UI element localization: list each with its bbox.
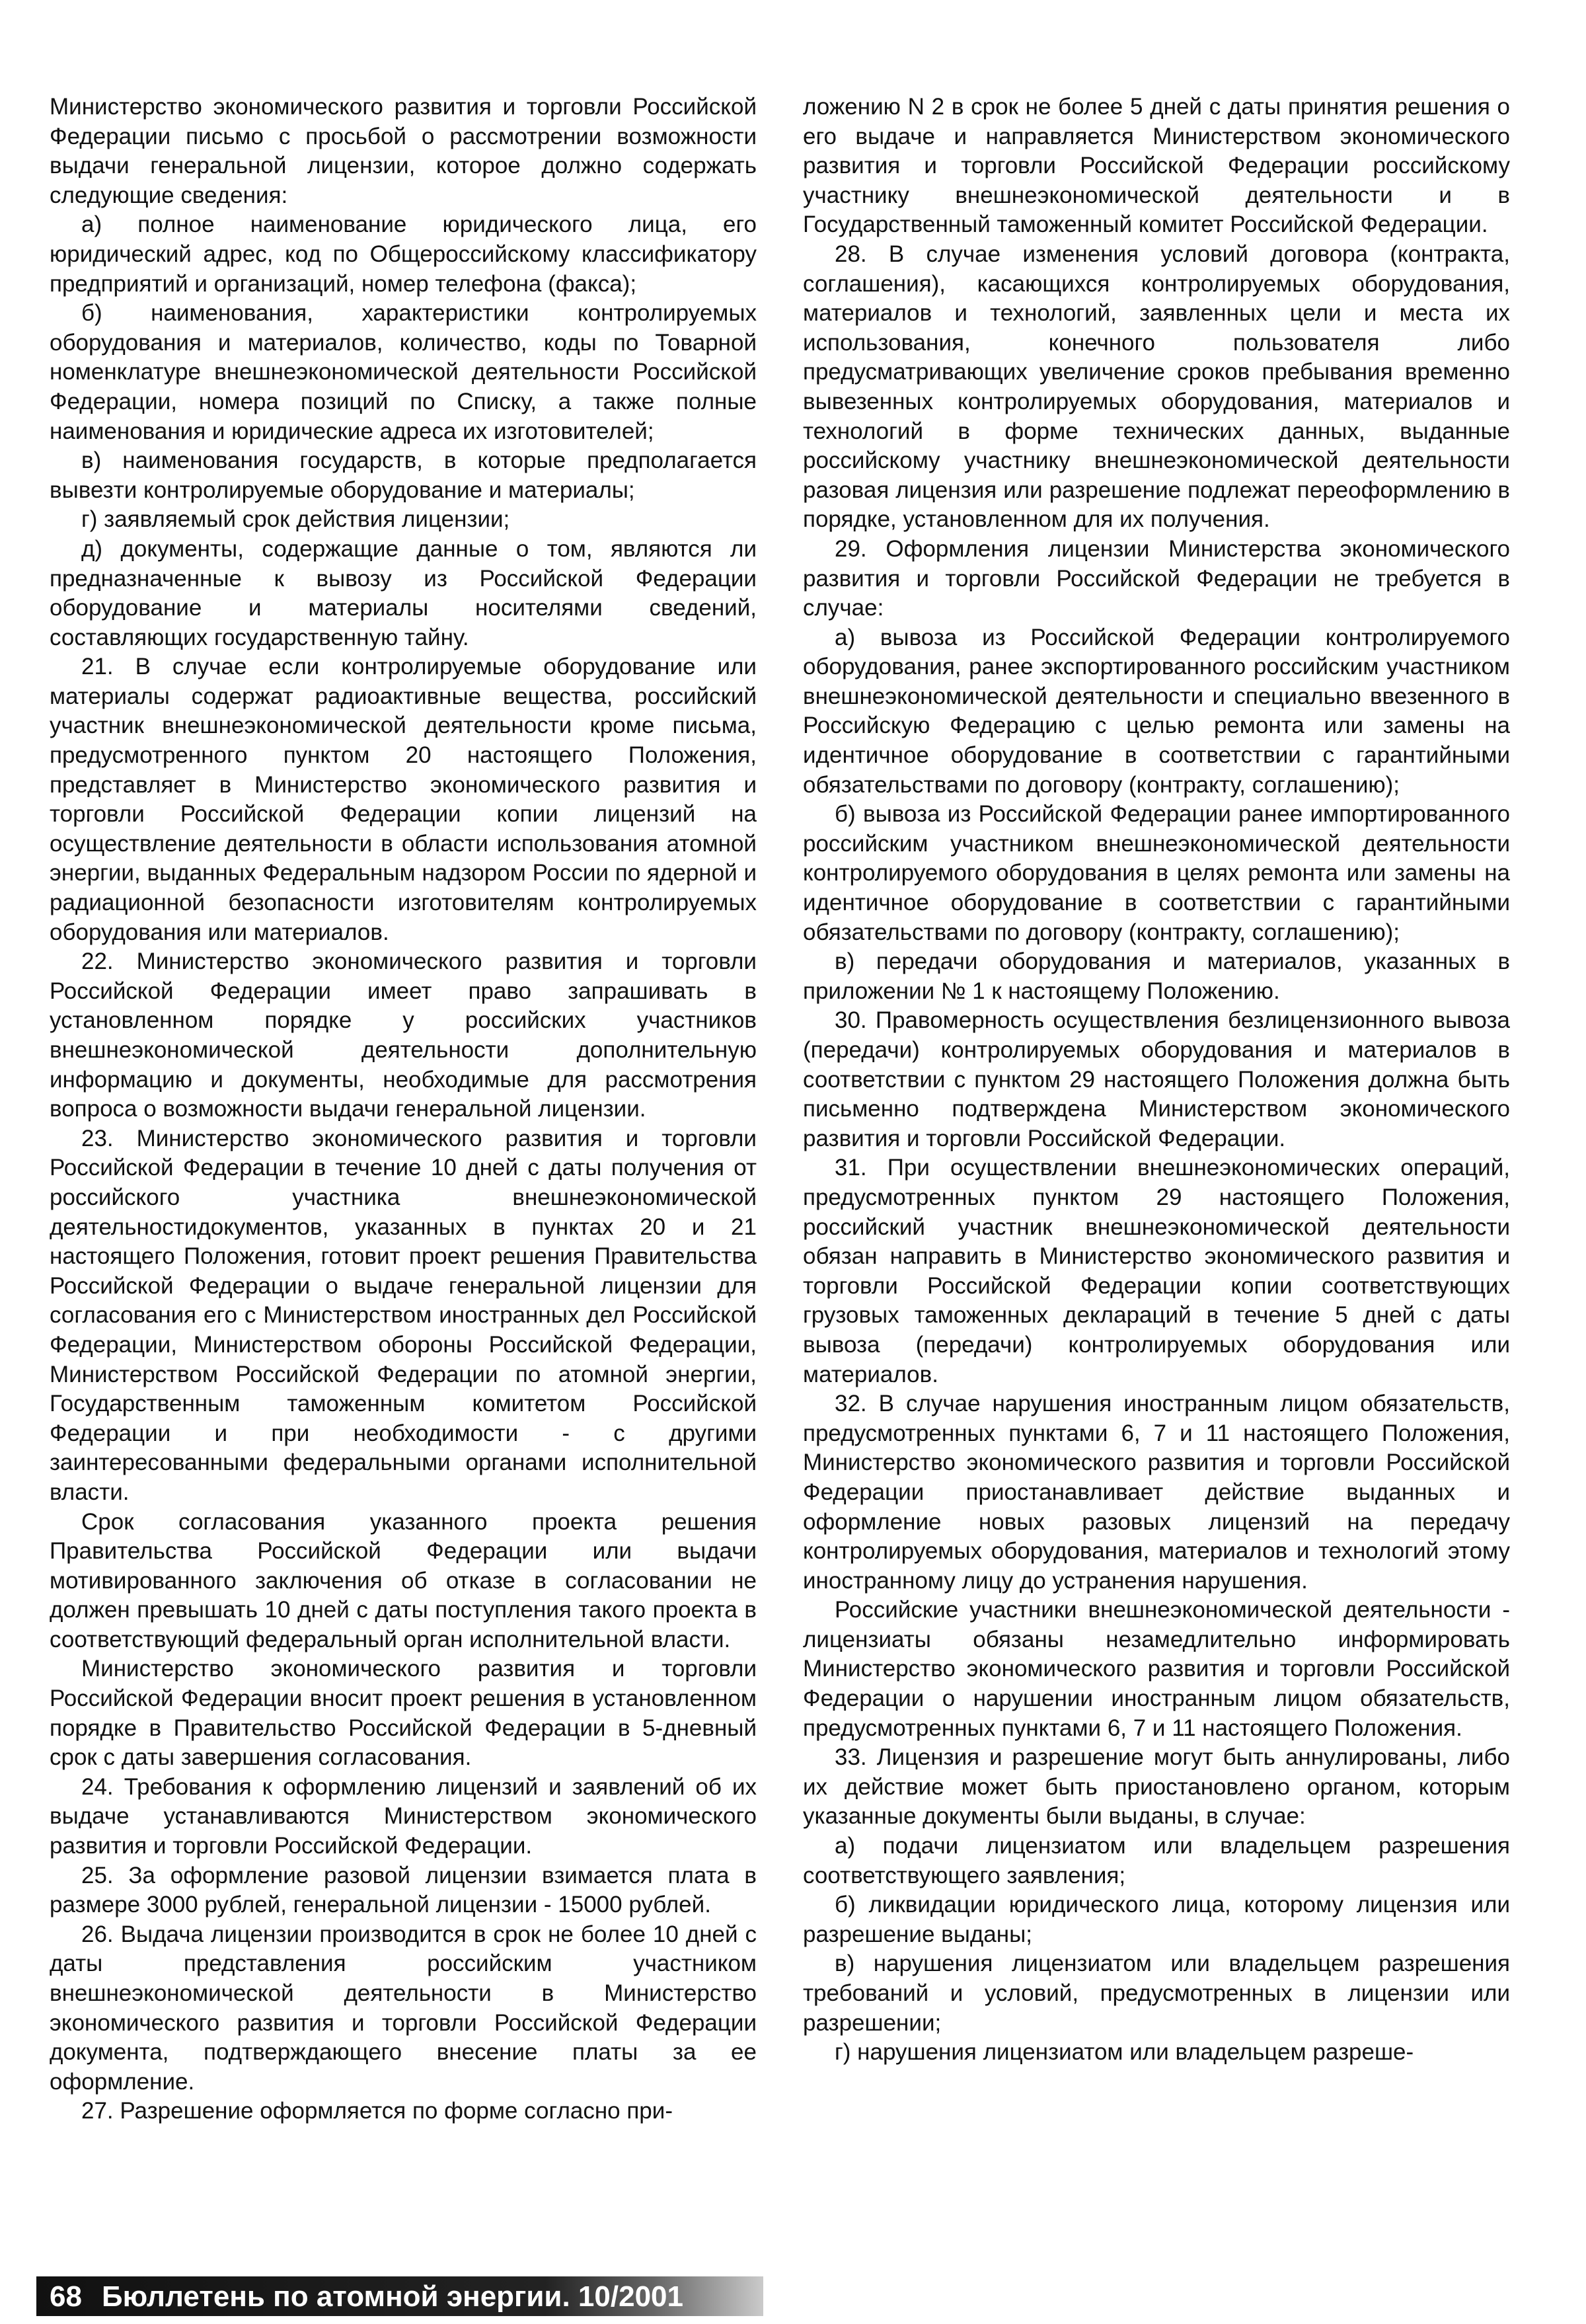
paragraph: 25. За оформление разовой лицензии взимается плата в размере 3000 рублей, генеральной лицензии - 15000 рублей. <box>50 1862 757 1918</box>
right-column <box>803 93 1510 2068</box>
paragraph: б) наименования, характеристики контролируемых оборудования и материалов, количество, коды по Товарной номенклатуре внешнеэкономической деятельности Российской Федерации, номера позиций по Списку, а также полные наименования и юридические адреса их изготовителей; <box>50 300 757 444</box>
footer-text <box>50 2278 683 2316</box>
paragraph: д) документы, содержащие данные о том, являются ли предназначенные к вывозу из Российской Федерации оборудование и материалы носителями сведений, составляющих государственную тайну. <box>50 535 757 650</box>
paragraph: 28. В случае изменения условий договора (контракта, соглашения), касающихся контролируемых оборудования, материалов и технологий, заявленных цели и места их использования, конечного пользователя либо предусматривающих увеличение сроков пребывания временно вывезенных контролируемых оборудования, материалов и технологий в форме технических данных, выданные российскому участнику внешнеэкономической деятельности разовая лицензия или разрешение подлежат переоформлению в порядке, установленном для их получения. <box>803 241 1510 533</box>
paragraph: в) передачи оборудования и материалов, указанных в приложении № 1 к настоящему Положению. <box>803 949 1510 1004</box>
paragraph: Министерство экономического развития и торговли Российской Федерации письмо с просьбой о рассмотрении возможности выдачи генеральной лицензии, которое должно содержать следующие сведения: <box>50 94 757 208</box>
paragraph: г) нарушения лицензиатом или владельцем разреше- <box>835 2039 1414 2066</box>
page-footer <box>0 2271 1586 2324</box>
paragraph: в) наименования государств, в которые предполагается вывезти контролируемые оборудование и материалы; <box>50 447 757 503</box>
paragraph: 24. Требования к оформлению лицензий и заявлений об их выдаче устанавливаются Министерством экономического развития и торговли Российской Федерации. <box>50 1773 757 1859</box>
paragraph: Срок согласования указанного проекта решения Правительства Российской Федерации или выдачи мотивированного заключения об отказе в согласовании не должен превышать 10 дней с даты поступления такого проекта в соответствующий федеральный орган исполнительной власти. <box>50 1508 757 1652</box>
paragraph: 33. Лицензия и разрешение могут быть аннулированы, либо их действие может быть приостановлено органом, которым указанные документы были выданы, в случае: <box>803 1744 1510 1830</box>
paragraph: 26. Выдача лицензии производится в срок не более 10 дней с даты представления российским участником внешнеэкономической деятельности в Министерство экономического развития и торговли Российской Федерации документа, подтверждающего внесение платы за ее оформление. <box>50 1921 757 2095</box>
left-column <box>50 93 757 2126</box>
paragraph: а) полное наименование юридического лица, его юридический адрес, код по Общероссийскому классификатору предприятий и организаций, номер телефона (факса); <box>50 212 757 297</box>
paragraph: а) подачи лицензиатом или владельцем разрешения соответствующего заявления; <box>803 1833 1510 1888</box>
paragraph: 32. В случае нарушения иностранным лицом обязательств, предусмотренных пунктами 6, 7 и 11 настоящего Положения, Министерство экономического развития и торговли Российской Федерации приостанавливает действие выданных и оформление новых разовых лицензий на передачу контролируемых оборудования, материалов и технологий этому иностранному лицу до устранения нарушения. <box>803 1391 1510 1594</box>
paragraph: б) ликвидации юридического лица, которому лицензия или разрешение выданы; <box>803 1892 1510 1947</box>
paragraph: 29. Оформления лицензии Министерства экономического развития и торговли Российской Федерации не требуется в случае: <box>803 535 1510 621</box>
page-number: 68 <box>50 2280 82 2313</box>
paragraph: 30. Правомерность осуществления безлицензионного вывоза (передачи) контролируемых оборудования и материалов в соответствии с пунктом 29 настоящего Положения должна быть письменно подтверждена Министерством экономического развития и торговли Российской Федерации. <box>803 1007 1510 1151</box>
paragraph: 23. Министерство экономического развития и торговли Российской Федерации в течение 10 дней с даты получения от российского участника внешнеэкономической деятельностидокументов, указанных в пунктах 20 и 21 настоящего Положения, готовит проект решения Правительства Российской Федерации о выдаче генеральной лицензии для согласования его с Министерством иностранных дел Российской Федерации, Министерством обороны Российской Федерации, Министерством Российской Федерации по атомной энергии, Государственным таможенным комитетом Российской Федерации и при необходимости - с другими заинтересованными федеральными органами исполнительной власти. <box>50 1125 757 1505</box>
paragraph: Министерство экономического развития и торговли Российской Федерации вносит проект решения в установленном порядке в Правительство Российской Федерации в 5-дневный срок с даты завершения согласования. <box>50 1656 757 1771</box>
paragraph: 27. Разрешение оформляется по форме согласно при- <box>81 2098 673 2124</box>
paragraph: ложению N 2 в срок не более 5 дней с даты принятия решения о его выдаче и направляется Министерством экономического развития и торговли Российской Федерации российскому участнику внешнеэкономической деятельности и в Государственный таможенный комитет Российской Федерации. <box>803 94 1510 238</box>
paragraph: 21. В случае если контролируемые оборудование или материалы содержат радиоактивные вещества, российский участник внешнеэкономической деятельности кроме письма, предусмотренного пунктом 20 настоящего Положения, представляет в Министерство экономического развития и торговли Российской Федерации копии лицензий на осуществление деятельности в области использования атомной энергии, выданных Федеральным надзором России по ядерной и радиационной безопасности изготовителям контролируемых оборудования или материалов. <box>50 654 757 945</box>
paragraph: 31. При осуществлении внешнеэкономических операций, предусмотренных пунктом 29 настоящего Положения, российский участник внешнеэкономической деятельности обязан направить в Министерство экономического развития и торговли Российской Федерации копии соответствующих грузовых таможенных деклараций в течение 5 дней с даты вывоза (передачи) контролируемых оборудования или материалов. <box>803 1155 1510 1387</box>
paragraph: Российские участники внешнеэкономической деятельности - лицензиаты обязаны незамедлительно информировать Министерство экономического развития и торговли Российской Федерации о нарушении иностранным лицом обязательств, предусмотренных пунктами 6, 7 и 11 настоящего Положения. <box>803 1597 1510 1741</box>
publication-title: Бюллетень по атомной энергии. 10/2001 <box>101 2280 683 2313</box>
paragraph: 22. Министерство экономического развития и торговли Российской Федерации имеет право запрашивать в установленном порядке у российских участников внешнеэкономической деятельности дополнительную информацию и документы, необходимые для рассмотрения вопроса о возможности выдачи генеральной лицензии. <box>50 949 757 1122</box>
paragraph: в) нарушения лицензиатом или владельцем разрешения требований и условий, предусмотренных в лицензии или разрешении; <box>803 1951 1510 2036</box>
paragraph: г) заявляемый срок действия лицензии; <box>81 506 510 533</box>
paragraph: а) вывоза из Российской Федерации контролируемого оборудования, ранее экспортированного российским участником внешнеэкономической деятельности и специально ввезенного в Российскую Федерацию с целью ремонта или замены на идентичное оборудование в соответствии с гарантийными обязательствами по договору (контракту, соглашению); <box>803 624 1510 798</box>
paragraph: б) вывоза из Российской Федерации ранее импортированного российским участником внешнеэкономической деятельности контролируемого оборудования в целях ремонта или замены на идентичное оборудование в соответствии с гарантийными обязательствами по договору (контракту, соглашению); <box>803 801 1510 945</box>
